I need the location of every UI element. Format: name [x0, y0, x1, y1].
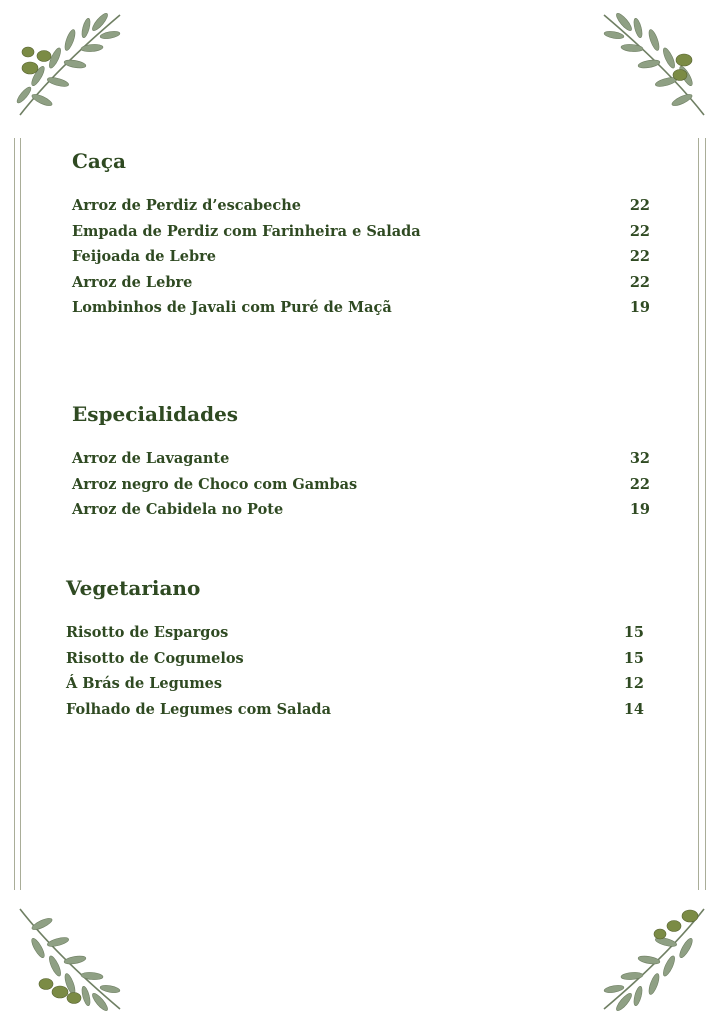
menu-item-price: 15	[623, 624, 644, 641]
menu-item-name: Arroz negro de Choco com Gambas	[72, 475, 358, 493]
menu-item	[72, 446, 652, 472]
menu-item	[72, 295, 652, 321]
olive-branch-icon	[0, 0, 130, 130]
olive-branch-icon	[594, 894, 724, 1024]
menu-item-price: 19	[629, 299, 650, 317]
menu-item-name: Arroz de Lavagante	[72, 450, 230, 467]
menu-item	[66, 671, 646, 697]
menu-item-list	[66, 620, 646, 722]
olive-branch-icon	[0, 894, 130, 1024]
olive-branch-icon	[594, 0, 724, 130]
menu-item-price: 12	[623, 675, 644, 693]
menu-item-price: 32	[629, 450, 650, 467]
menu-item	[66, 646, 646, 672]
section-title: Vegetariano	[66, 576, 201, 600]
menu-item	[66, 620, 646, 646]
menu-item-name: Folhado de Legumes com Salada	[66, 700, 331, 718]
menu-item-name: Risotto de Espargos	[66, 624, 229, 641]
left-border-line-inner	[20, 138, 21, 890]
menu-item	[66, 697, 646, 723]
menu-item-name: Arroz de Lebre	[72, 273, 193, 291]
right-border-line	[705, 138, 706, 890]
menu-item-name: Risotto de Cogumelos	[66, 649, 244, 667]
menu-item	[72, 497, 652, 523]
menu-item-name: Lombinhos de Javali com Puré de Maçã	[72, 299, 392, 317]
menu-item-name: Feijoada de Lebre	[72, 248, 216, 266]
right-border-line-inner	[698, 138, 699, 890]
menu-item-price: 22	[629, 273, 650, 291]
menu-section-caca	[72, 144, 652, 321]
menu-item-price: 22	[629, 197, 650, 214]
menu-item	[72, 193, 652, 219]
menu-item-price: 19	[629, 501, 650, 519]
menu-item-price: 15	[623, 649, 644, 667]
menu-section-especialidades	[72, 397, 652, 523]
menu-item-list	[72, 193, 652, 321]
menu-item-price: 22	[629, 248, 650, 266]
section-title: Especialidades	[72, 402, 239, 426]
menu-item	[72, 472, 652, 498]
menu-item	[72, 244, 652, 270]
menu-item-name: Empada de Perdiz com Farinheira e Salada	[72, 222, 421, 240]
menu-section-vegetariano	[66, 571, 646, 722]
menu-item-price: 14	[623, 700, 644, 718]
menu-item	[72, 270, 652, 296]
section-title: Caça	[72, 149, 127, 173]
menu-item-list	[72, 446, 652, 523]
menu-item-name: Arroz de Cabidela no Pote	[72, 501, 284, 519]
menu-item-name: Arroz de Perdiz d’escabeche	[72, 197, 301, 214]
left-border-line	[14, 138, 15, 890]
menu-item-price: 22	[629, 475, 650, 493]
menu-item-name: Á Brás de Legumes	[66, 675, 223, 693]
menu-item	[72, 219, 652, 245]
menu-item-price: 22	[629, 222, 650, 240]
